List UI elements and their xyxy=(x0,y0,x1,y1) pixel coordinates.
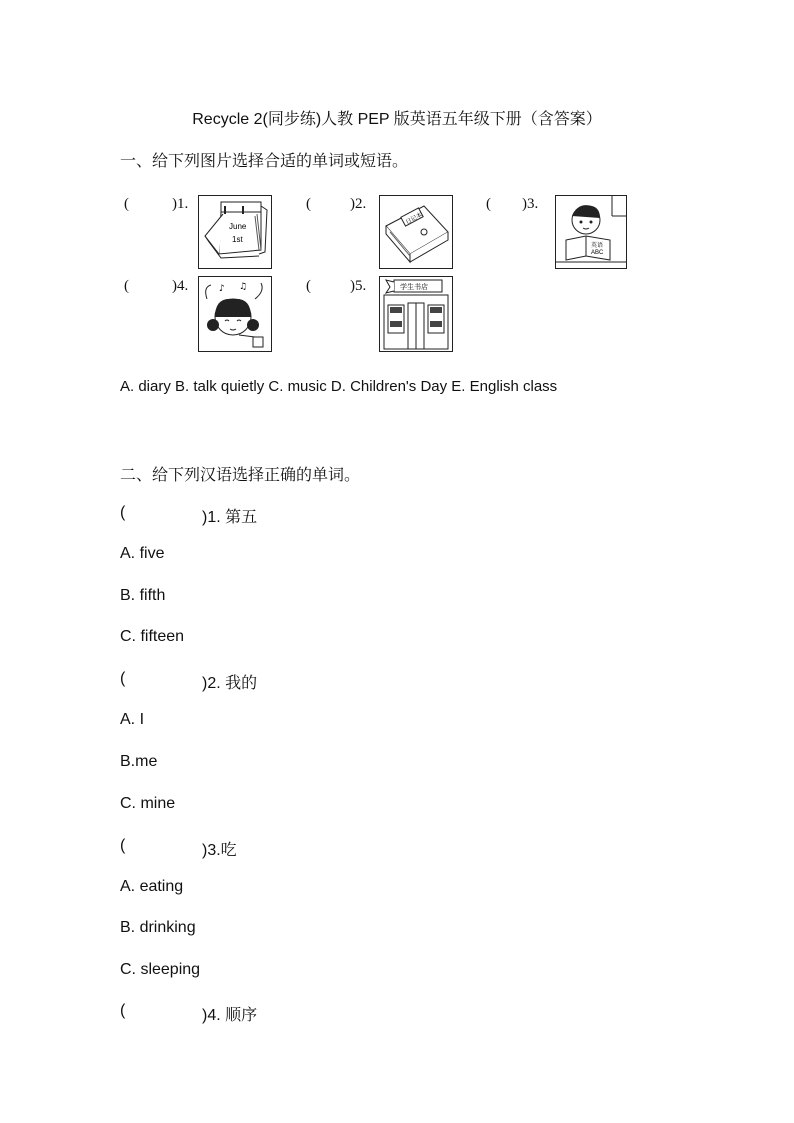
q2-2-option-b: B.me xyxy=(120,753,158,770)
q2-1-option-b: B. fifth xyxy=(120,587,166,604)
q2-1-open-paren: ( xyxy=(120,504,126,521)
q2-2-option-a: A. I xyxy=(120,711,145,728)
q4-open-paren: ( xyxy=(124,278,129,294)
section-1-options: A. diary B. talk quietly C. music D. Children's Day E. English class xyxy=(120,378,558,395)
girl-music-icon xyxy=(198,276,272,352)
q2-4-stem: )4. 顺序 xyxy=(202,1007,258,1024)
q2-4-open-paren: ( xyxy=(120,1002,126,1019)
book-abc-text: ABC xyxy=(591,250,604,256)
q3-number: )3. xyxy=(522,196,539,212)
q2-open-paren: ( xyxy=(306,196,311,212)
calendar-day-text: 1st xyxy=(232,235,243,244)
calendar-month-text: June xyxy=(229,222,247,231)
svg-text:♪: ♪ xyxy=(219,284,225,294)
q2-3-option-b: B. drinking xyxy=(120,919,196,936)
q2-1-option-a: A. five xyxy=(120,545,165,562)
q2-2-open-paren: ( xyxy=(120,670,126,687)
q1-open-paren: ( xyxy=(124,196,129,212)
svg-text:♫: ♫ xyxy=(239,282,248,292)
q2-3-open-paren: ( xyxy=(120,837,126,854)
section-1-heading: 一、给下列图片选择合适的单词或短语。 xyxy=(120,153,409,170)
section-2-heading: 二、给下列汉语选择正确的单词。 xyxy=(120,467,361,484)
diary-book-icon xyxy=(379,195,453,269)
q2-2-stem: )2. 我的 xyxy=(202,675,258,692)
q5-open-paren: ( xyxy=(306,278,311,294)
q2-3-stem: )3.吃 xyxy=(202,842,237,859)
q2-1-stem: )1. 第五 xyxy=(202,509,258,526)
q2-3-option-c: C. sleeping xyxy=(120,961,201,978)
store-sign-text: 学生书店 xyxy=(400,283,428,291)
q2-number: )2. xyxy=(350,196,367,212)
q3-open-paren: ( xyxy=(486,196,491,212)
q2-2-option-c: C. mine xyxy=(120,795,176,812)
q2-3-option-a: A. eating xyxy=(120,878,184,895)
diary-cover-text: 日记本 xyxy=(404,211,424,227)
q1-number: )1. xyxy=(172,196,189,212)
boy-reading-icon xyxy=(555,195,627,269)
bookstore-icon xyxy=(379,276,453,352)
book-title-text: 英语 xyxy=(591,242,604,249)
page-title: Recycle 2(同步练)人教 PEP 版英语五年级下册（含答案） xyxy=(192,111,602,128)
q5-number: )5. xyxy=(350,278,367,294)
calendar-icon xyxy=(198,195,272,269)
q4-number: )4. xyxy=(172,278,189,294)
q2-1-option-c: C. fifteen xyxy=(120,628,185,645)
